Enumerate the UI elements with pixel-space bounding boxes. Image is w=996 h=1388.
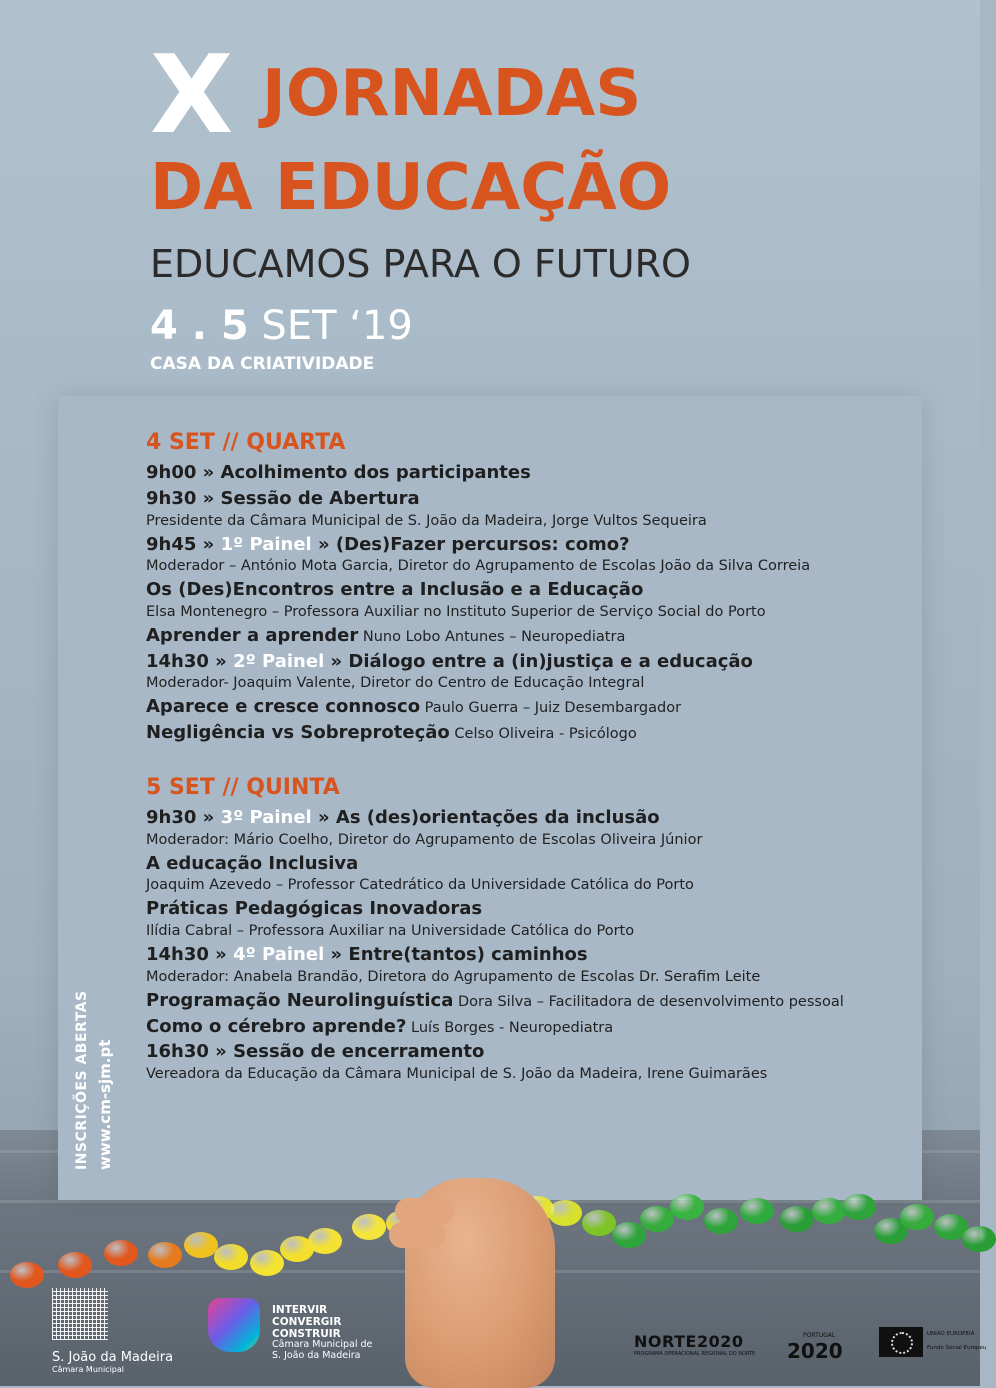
subtitle: EDUCAMOS PARA O FUTURO (150, 242, 691, 286)
candy (640, 1206, 674, 1232)
sjm-sub: Câmara Municipal (52, 1365, 125, 1374)
candy (250, 1250, 284, 1276)
program-item (146, 990, 916, 1012)
candy (900, 1204, 934, 1230)
item-title: Aparece e cresce connosco (146, 696, 421, 718)
program-item (146, 579, 916, 601)
day2-list (146, 807, 916, 1083)
icc-line: S. João da Madeira (272, 1350, 361, 1362)
candy (582, 1210, 616, 1236)
date-month: SET ‘19 (248, 303, 413, 349)
item-title: Programação Neurolinguística (146, 989, 454, 1011)
item-title: » Entre(tantos) caminhos (324, 944, 588, 966)
item-detail: Vereadora da Educação da Câmara Municipal de S. João da Madeira, Irene Guimarães (146, 1065, 768, 1082)
eu-line: UNIÃO EUROPEIA (927, 1331, 975, 1337)
day1-list (146, 462, 916, 743)
candy (780, 1206, 814, 1232)
item-title: Os (Des)Encontros entre a Inclusão e a Educação (146, 579, 644, 601)
program-item (146, 853, 916, 875)
icc-line: Câmara Municipal de (272, 1339, 373, 1351)
side-registration (72, 990, 117, 1170)
portugal2020-logo (787, 1332, 843, 1363)
item-title: 14h30 » (146, 650, 234, 672)
sjm-grid-icon (52, 1288, 108, 1340)
registration-text: INSCRIÇÕES ABERTAS (74, 990, 90, 1170)
candy (10, 1262, 44, 1288)
item-title: Negligência vs Sobreproteção (146, 722, 450, 744)
norte-name: NORTE2020 (634, 1332, 744, 1351)
candy (704, 1208, 738, 1234)
program-item (146, 1016, 916, 1038)
item-title: 9h30 » Sessão de Abertura (146, 487, 420, 509)
title-line-1: JORNADAS (262, 57, 642, 131)
item-detail: Presidente da Câmara Municipal de S. João da Madeira, Jorge Vultos Sequeira (146, 512, 707, 529)
item-title: Aprender a aprender (146, 625, 359, 647)
item-speaker: Nuno Lobo Antunes – Neuropediatra (358, 629, 626, 646)
program-item (146, 488, 916, 510)
icc-line: INTERVIR (272, 1304, 328, 1316)
item-detail: Joaquim Azevedo – Professor Catedrático da Universidade Católica do Porto (146, 877, 694, 894)
pt-label: PORTUGAL (803, 1332, 836, 1339)
program-item (146, 462, 916, 484)
panel-label: 2º Painel (233, 650, 325, 672)
candy (352, 1214, 386, 1240)
program-item (146, 722, 916, 744)
icc-text (272, 1304, 392, 1362)
item-title: 16h30 » Sessão de encerramento (146, 1041, 485, 1063)
item-detail: Moderador- Joaquim Valente, Diretor do Centro de Educação Integral (146, 675, 645, 692)
item-speaker: Luís Borges - Neuropediatra (406, 1019, 614, 1036)
hand-finger (395, 1198, 455, 1224)
item-title: » (Des)Fazer percursos: como? (311, 533, 630, 555)
program-item (146, 1041, 916, 1063)
sjm-name: S. João da Madeira (52, 1350, 174, 1365)
eu-logo (879, 1327, 987, 1357)
candy (184, 1232, 218, 1258)
program-content (146, 430, 916, 1087)
hand-rainbow-icon (208, 1298, 260, 1352)
program-item (146, 625, 916, 647)
sjm-logo (52, 1288, 173, 1374)
event-date (150, 303, 413, 349)
pt-year: 2020 (787, 1339, 843, 1363)
item-title: 9h30 » (146, 807, 221, 829)
candy (812, 1198, 846, 1224)
icc-line: CONVERGIR (272, 1316, 342, 1329)
candy (308, 1228, 342, 1254)
program-item (146, 944, 916, 966)
venue: CASA DA CRIATIVIDADE (150, 354, 375, 374)
candy (104, 1240, 138, 1266)
item-speaker: Dora Silva – Facilitadora de desenvolvimento pessoal (453, 993, 844, 1010)
candy (58, 1252, 92, 1278)
candy (670, 1194, 704, 1220)
icc-logo (208, 1298, 373, 1362)
program-item (146, 534, 916, 556)
eu-line: Fundo Social Europeu (927, 1345, 987, 1352)
item-detail: Elsa Montenegro – Professora Auxiliar no Instituto Superior de Serviço Social do Porto (146, 604, 766, 621)
program-item (146, 696, 916, 718)
item-detail: Moderador – António Mota Garcia, Diretor do Agrupamento de Escolas João da Silva Correia (146, 558, 811, 575)
item-title: A educação Inclusiva (146, 852, 359, 874)
eu-text (927, 1327, 987, 1356)
item-title: » As (des)orientações da inclusão (311, 807, 660, 829)
eu-flag-icon (879, 1327, 923, 1357)
candy (962, 1226, 996, 1252)
norte2020-logo (634, 1332, 755, 1357)
item-detail: Ilídia Cabral – Professora Auxiliar na Universidade Católica do Porto (146, 923, 635, 940)
candy (548, 1200, 582, 1226)
program-item (146, 898, 916, 920)
candy (612, 1222, 646, 1248)
candy (214, 1244, 248, 1270)
candy (148, 1242, 182, 1268)
item-detail: Moderador: Mário Coelho, Diretor do Agrupamento de Escolas Oliveira Júnior (146, 831, 703, 848)
hand-finger (389, 1222, 445, 1248)
norte-sub: PROGRAMA OPERACIONAL REGIONAL DO NORTE (634, 1351, 756, 1357)
item-title: Como o cérebro aprende? (146, 1015, 407, 1037)
item-title: » Diálogo entre a (in)justiça e a educação (324, 650, 753, 672)
date-days: 4 . 5 (150, 303, 249, 349)
item-speaker: Celso Oliveira - Psicólogo (449, 726, 637, 743)
item-detail: Moderador: Anabela Brandão, Diretora do Agrupamento de Escolas Dr. Serafim Leite (146, 968, 761, 985)
candy (740, 1198, 774, 1224)
candy (842, 1194, 876, 1220)
panel-label: 3º Painel (220, 807, 312, 829)
panel-label: 4º Painel (233, 944, 325, 966)
panel-label: 1º Painel (220, 533, 312, 555)
icc-line: CONSTRUIR (272, 1328, 341, 1341)
day-separator (146, 745, 916, 775)
website-link[interactable]: www.cm-sjm.pt (95, 1039, 114, 1170)
item-title: Práticas Pedagógicas Inovadoras (146, 898, 483, 920)
day1-heading: 4 SET // QUARTA (146, 430, 346, 455)
day2-heading: 5 SET // QUINTA (146, 774, 340, 800)
child-hand (405, 1178, 555, 1388)
program-item (146, 651, 916, 673)
item-title: 9h45 » (146, 533, 221, 555)
item-title: 14h30 » (146, 944, 234, 966)
program-item (146, 807, 916, 829)
edition-numeral: X (150, 33, 232, 158)
item-speaker: Paulo Guerra – Juiz Desembargador (420, 700, 682, 717)
title-line-2: DA EDUCAÇÃO (150, 151, 672, 225)
item-title: 9h00 » Acolhimento dos participantes (146, 462, 531, 484)
